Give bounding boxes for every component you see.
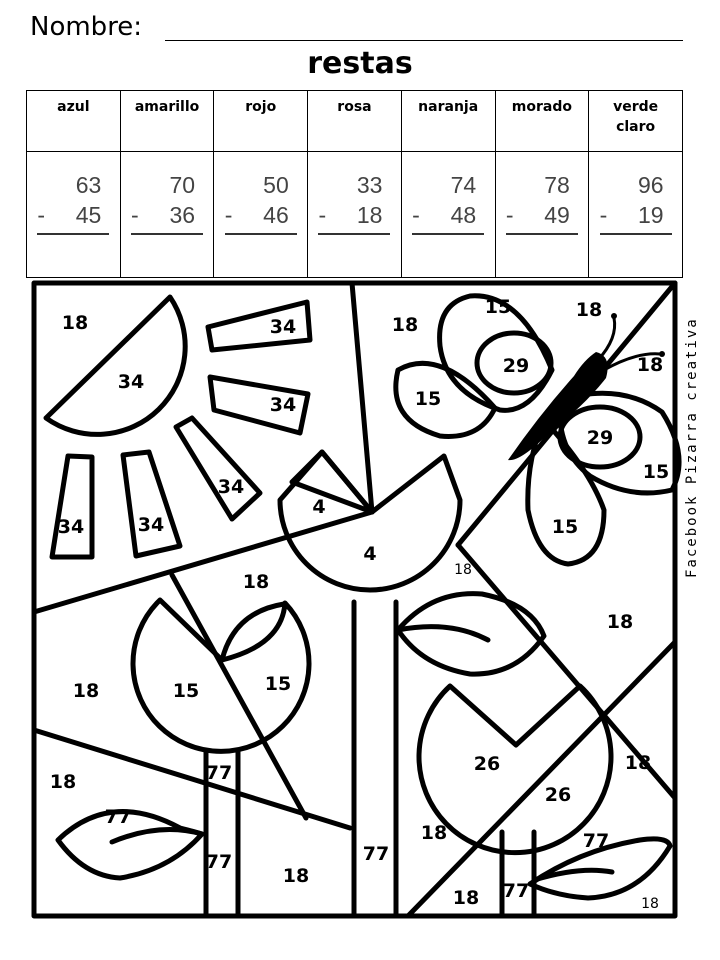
region-number: 18: [452, 887, 480, 909]
region-number: 18: [282, 865, 310, 887]
color-name: amarillo: [120, 91, 214, 152]
region-number: 77: [205, 762, 233, 784]
minuend: 70: [169, 172, 196, 198]
region-number: 15: [172, 680, 200, 702]
region-number: 18: [61, 312, 89, 334]
region-number: 15: [264, 673, 292, 695]
region-number: 18: [49, 771, 77, 793]
region-number: 34: [57, 516, 85, 538]
minus-sign: -: [131, 202, 139, 228]
minus-sign: -: [224, 202, 233, 228]
name-label: Nombre:: [30, 12, 143, 42]
region-number: 18: [624, 752, 652, 774]
region-number: 4: [363, 543, 377, 565]
region-number: 34: [269, 394, 297, 416]
region-number: 77: [205, 851, 233, 873]
color-name: naranja: [401, 91, 495, 152]
subtrahend: 18: [356, 202, 383, 228]
region-number: 15: [551, 516, 579, 538]
credit-text: Facebook Pizarra creativa: [684, 317, 700, 578]
color-name: azul: [27, 91, 121, 152]
region-number: 15: [484, 296, 512, 318]
minus-sign: -: [505, 202, 514, 228]
region-number: 18: [391, 314, 419, 336]
region-number: 34: [137, 514, 165, 536]
subtrahend: 48: [450, 202, 477, 228]
minuend: 33: [356, 172, 383, 198]
region-number: 77: [502, 880, 530, 902]
minuend: 96: [638, 172, 664, 198]
minus-sign: -: [412, 202, 420, 228]
sun-ray: [52, 456, 92, 557]
color-name: rojo: [214, 91, 308, 152]
minus-sign: -: [37, 202, 46, 228]
region-number: 18: [606, 611, 634, 633]
tulip-flower: [419, 686, 611, 853]
minuend: 50: [263, 172, 289, 198]
region-number: 34: [217, 476, 245, 498]
region-number: 18: [641, 896, 659, 912]
region-number: 29: [502, 355, 530, 377]
subtrahend: 19: [638, 202, 664, 228]
minuend: 74: [450, 172, 477, 198]
region-number: 77: [104, 806, 132, 828]
region-number: 18: [636, 354, 664, 376]
subtrahend: 36: [169, 202, 196, 228]
region-number: 18: [420, 822, 448, 844]
divider-line: [352, 283, 372, 512]
minuend: 78: [544, 172, 570, 198]
region-number: 34: [117, 371, 145, 393]
page-title: restas: [307, 46, 413, 81]
region-number: 77: [582, 830, 610, 852]
color-name: morado: [495, 91, 589, 152]
minus-sign: -: [599, 202, 608, 228]
region-number: 34: [269, 316, 297, 338]
color-name: rosa: [308, 91, 402, 152]
subtrahend: 45: [75, 202, 102, 228]
antenna: [598, 318, 615, 360]
region-number: 29: [586, 427, 614, 449]
minus-sign: -: [318, 202, 327, 228]
tulip-petal: [292, 452, 372, 512]
sun-ray: [176, 418, 260, 519]
leaf-vein: [398, 627, 488, 640]
region-number: 18: [454, 562, 472, 578]
color-name: verde claro: [589, 91, 683, 152]
region-number: 26: [544, 784, 572, 806]
divider-line: [34, 512, 372, 612]
region-number: 18: [575, 299, 603, 321]
region-number: 15: [642, 461, 670, 483]
sun-ray: [123, 452, 180, 556]
subtrahend: 49: [544, 202, 570, 228]
leaf-vein: [112, 830, 202, 843]
region-number: 26: [473, 753, 501, 775]
region-number: 18: [242, 571, 270, 593]
subtrahend: 46: [263, 202, 289, 228]
minuend: 63: [75, 172, 102, 198]
region-number: 18: [72, 680, 100, 702]
antenna-tip: [611, 313, 617, 319]
region-number: 77: [362, 843, 390, 865]
region-number: 4: [312, 496, 326, 518]
region-number: 15: [414, 388, 442, 410]
